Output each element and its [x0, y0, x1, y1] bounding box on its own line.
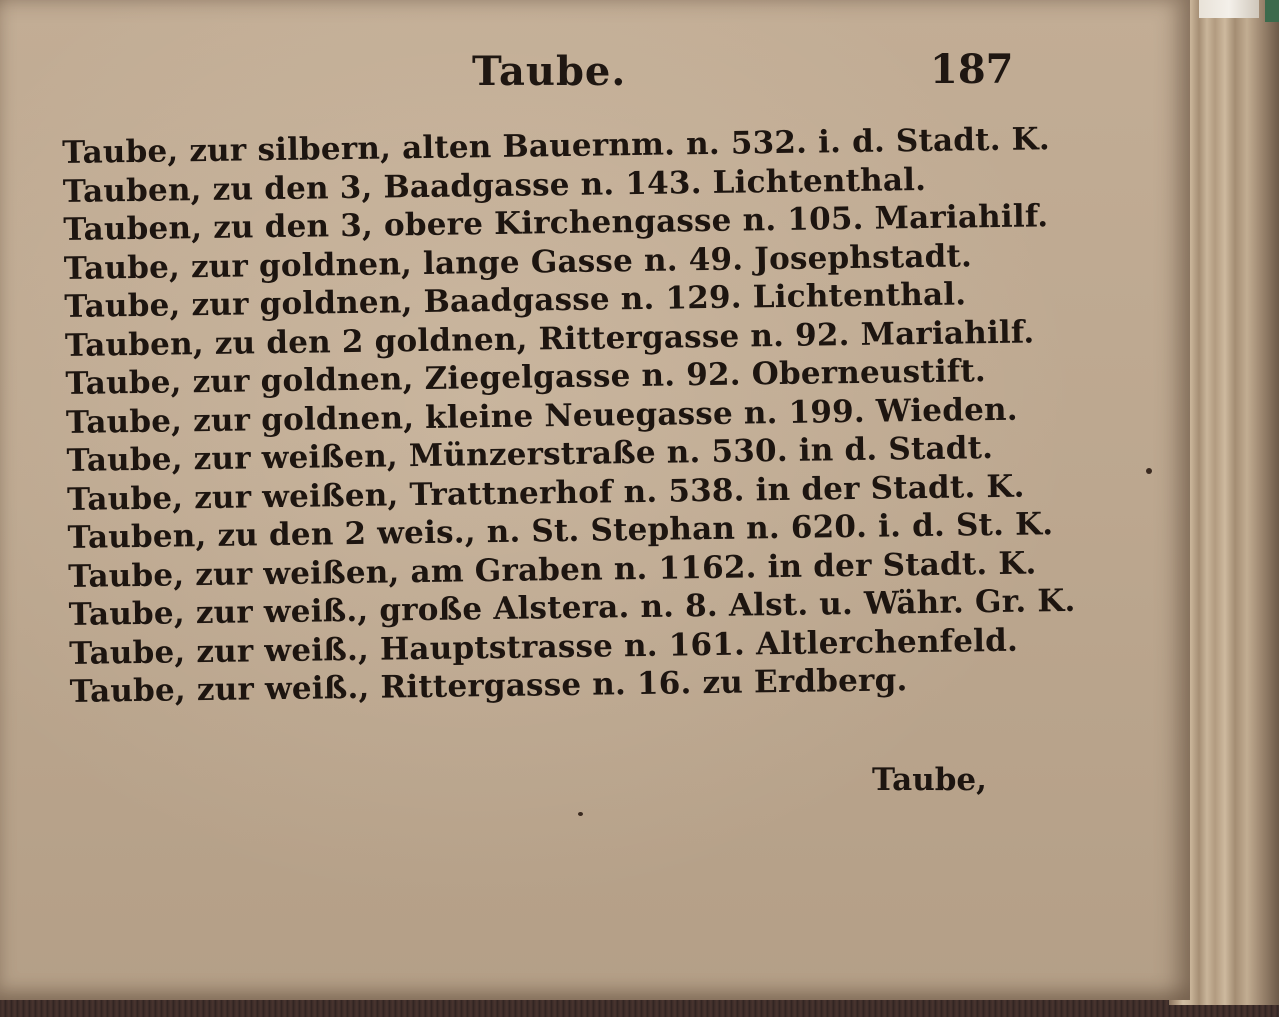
entry-list	[62, 120, 1076, 711]
catchword: Taube,	[872, 762, 987, 798]
list-item: Tauben, zu den 3, obere Kirchengasse n. 105. Mariahilf.	[63, 198, 1049, 248]
list-item: Taube, zur weiß., große Alstera. n. 8. Alst. u. Währ. Gr. K.	[68, 582, 1076, 633]
list-item: Tauben, zu den 2 weis., n. St. Stephan n. 620. i. d. St. K.	[67, 506, 1054, 556]
list-item: Taube, zur goldnen, kleine Neuegasse n. 199. Wieden.	[65, 391, 1018, 441]
list-item: Taube, zur weiß., Rittergasse n. 16. zu Erdberg.	[69, 662, 908, 710]
cover-edge	[1265, 0, 1279, 22]
list-item: Taube, zur goldnen, lange Gasse n. 49. Josephstadt.	[63, 237, 973, 287]
list-item: Tauben, zu den 3, Baadgasse n. 143. Lichtenthal.	[62, 161, 927, 210]
page-edge-highlight	[1199, 0, 1259, 18]
list-item: Taube, zur goldnen, Baadgasse n. 129. Lichtenthal.	[64, 276, 967, 325]
list-item: Taube, zur weißen, am Graben n. 1162. in der Stadt. K.	[67, 544, 1037, 595]
paper-speck	[1146, 468, 1152, 474]
page-header	[0, 42, 1190, 102]
list-item: Taube, zur weißen, Münzerstraße n. 530. in d. Stadt.	[66, 430, 994, 479]
page-number: 187	[930, 46, 1014, 93]
list-item: Taube, zur weißen, Trattnerhof n. 538. in der Stadt. K.	[66, 468, 1025, 518]
list-item: Taube, zur goldnen, Ziegelgasse n. 92. Oberneustift.	[65, 353, 987, 402]
list-item: Tauben, zu den 2 goldnen, Rittergasse n. 92. Mariahilf.	[64, 313, 1035, 364]
paper-speck	[578, 812, 583, 816]
running-head: Taube.	[472, 48, 627, 95]
list-item: Taube, zur silbern, alten Bauernm. n. 532. i. d. Stadt. K.	[62, 121, 1051, 171]
list-item: Taube, zur weiß., Hauptstrasse n. 161. Altlerchenfeld.	[69, 622, 1019, 672]
